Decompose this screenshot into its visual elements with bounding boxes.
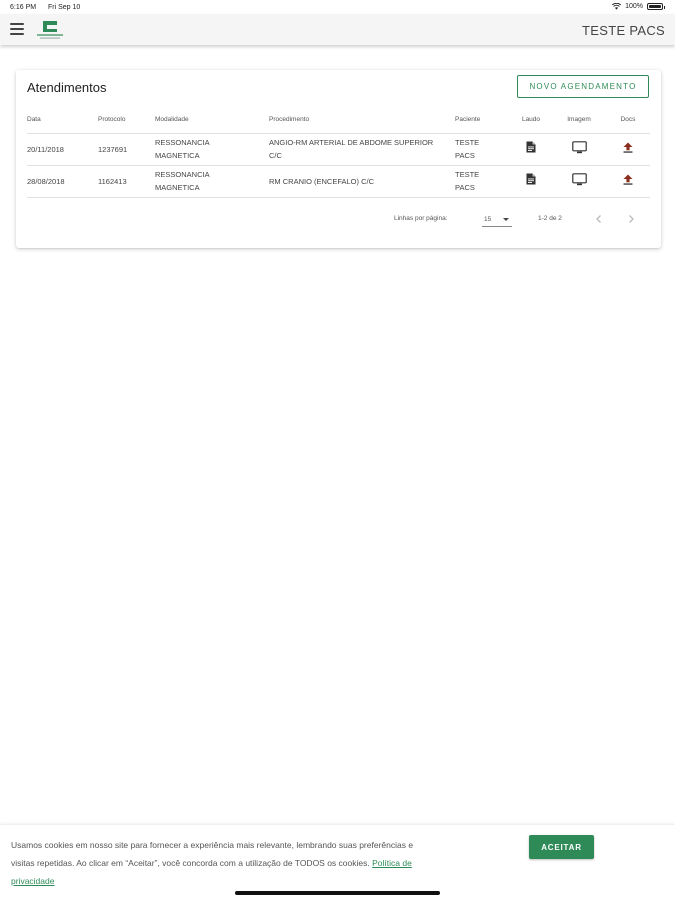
cookie-text: Usamos cookies em nosso site para fornecer a experiência mais relevante, lembrando suas preferências e visitas repetidas. Ao clicar em “Aceitar”, você concorda com a utilização de TODOS os cookies.	[11, 840, 414, 868]
cell-protocolo: 1162413	[98, 165, 155, 197]
rows-per-page-value: 15	[484, 215, 492, 223]
app-title: TESTE PACS	[582, 23, 665, 38]
app-bar	[0, 14, 675, 45]
cell-protocolo: 1237691	[98, 133, 155, 165]
cell-modalidade: RESSONANCIA MAGNETICA	[155, 133, 269, 165]
status-right	[612, 3, 663, 10]
card-title: Atendimentos	[27, 80, 107, 95]
upload-icon[interactable]	[623, 142, 633, 157]
monitor-icon[interactable]	[572, 141, 587, 158]
new-appointment-button[interactable]: NOVO AGENDAMENTO	[517, 75, 649, 98]
cookie-message	[11, 836, 431, 890]
document-icon[interactable]	[526, 173, 536, 189]
cell-data: 20/11/2018	[27, 133, 98, 165]
column-header-procedimento[interactable]: Procedimento	[269, 106, 455, 133]
document-icon[interactable]	[526, 141, 536, 157]
accept-cookies-button[interactable]: ACEITAR	[529, 835, 594, 859]
cell-paciente: TESTE PACS	[455, 133, 510, 165]
status-bar	[0, 0, 675, 14]
rows-per-page-label: Linhas por página:	[394, 215, 448, 222]
wifi-icon	[612, 3, 621, 10]
cell-procedimento: ANGIO-RM ARTERIAL DE ABDOME SUPERIOR C/C	[269, 133, 455, 165]
column-header-protocolo[interactable]: Protocolo	[98, 106, 155, 133]
upload-icon[interactable]	[623, 174, 633, 189]
status-time: 6:16 PM	[10, 4, 37, 11]
chevron-left-icon[interactable]	[592, 212, 606, 226]
battery-icon	[647, 3, 663, 10]
battery-percent: 100%	[625, 3, 643, 10]
atendimentos-card	[16, 70, 661, 248]
table-header-row	[27, 106, 650, 133]
status-date: Fri Sep 10	[48, 4, 81, 11]
table-pagination	[16, 209, 661, 229]
column-header-docs: Docs	[606, 106, 650, 133]
page-range: 1-2 de 2	[538, 215, 562, 222]
cell-paciente: TESTE PACS	[455, 165, 510, 197]
privacy-policy-link[interactable]: Política de privacidade	[11, 858, 412, 886]
menu-button[interactable]	[10, 23, 24, 35]
column-header-data[interactable]: Data	[27, 106, 98, 133]
column-header-paciente[interactable]: Paciente	[455, 106, 510, 133]
cell-procedimento: RM CRANIO (ENCEFALO) C/C	[269, 165, 455, 197]
column-header-imagem: Imagem	[552, 106, 606, 133]
cell-modalidade: RESSONANCIA MAGNETICA	[155, 165, 269, 197]
table-row	[27, 133, 650, 165]
monitor-icon[interactable]	[572, 173, 587, 190]
chevron-right-icon[interactable]	[624, 212, 638, 226]
app-logo	[34, 18, 66, 41]
table-row	[27, 165, 650, 197]
dropdown-arrow-icon	[503, 218, 509, 221]
appointments-table	[27, 106, 650, 198]
cookie-banner	[0, 825, 675, 900]
rows-per-page-select[interactable]	[482, 212, 512, 227]
cell-data: 28/08/2018	[27, 165, 98, 197]
column-header-laudo: Laudo	[510, 106, 552, 133]
home-indicator[interactable]	[235, 891, 440, 895]
column-header-modalidade[interactable]: Modalidade	[155, 106, 269, 133]
